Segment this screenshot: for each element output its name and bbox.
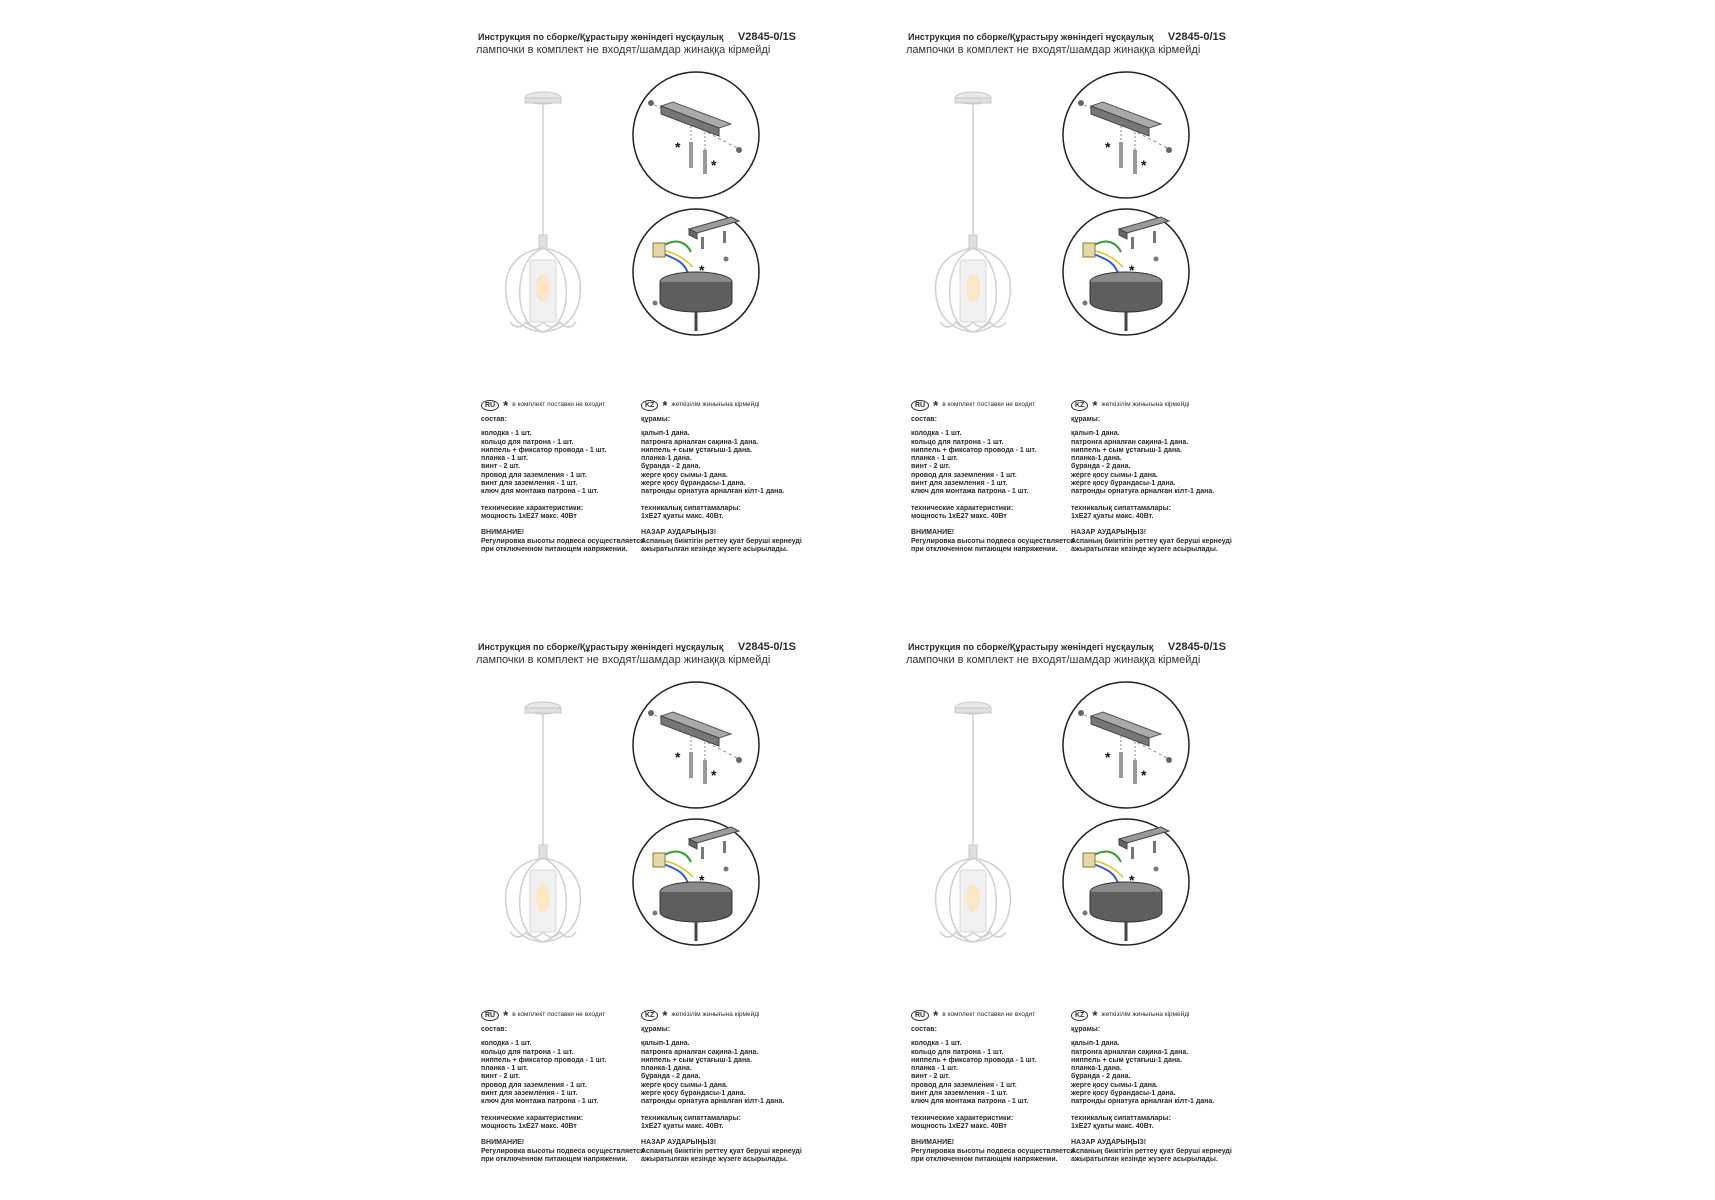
list-item: патронды орнатуға арналған кілт-1 дана. xyxy=(641,1098,785,1106)
list-item: планка - 1 шт. xyxy=(481,455,528,463)
list-item: жерге қосу бұрандасы-1 дана. xyxy=(641,480,746,488)
mounting-bracket-diagram xyxy=(1061,70,1191,200)
kz-composition-label: құрамы: xyxy=(641,416,671,423)
list-item: патронды орнатуға арналған кілт-1 дана. xyxy=(641,488,785,496)
svg-text:*: * xyxy=(1129,872,1135,888)
list-item: жерге қосу бұрандасы-1 дана. xyxy=(1071,480,1176,488)
list-item: планка - 1 шт. xyxy=(911,1065,958,1073)
ru-warning-title: ВНИМАНИЕ! xyxy=(911,1139,955,1147)
ru-warning-title: ВНИМАНИЕ! xyxy=(481,1139,525,1147)
list-item: колодка - 1 шт. xyxy=(481,1040,532,1048)
list-item: кольцо для патрона - 1 шт. xyxy=(481,1048,574,1056)
header-title: Инструкция по сборке/Құрастыру жөніндегі нұсқаулық xyxy=(478,642,724,652)
wiring-assembly-diagram xyxy=(1061,817,1191,947)
pendant-lamp-illustration xyxy=(498,700,588,965)
ru-parts-list xyxy=(481,430,641,496)
bulbs-note: лампочки в комплект не входят/шамдар жинаққа кірмейді xyxy=(906,654,1201,666)
model-number: V2845-0/1S xyxy=(737,31,796,43)
ru-warning-line: при отключенном питающем напряжении. xyxy=(911,545,1058,553)
ru-parts-list xyxy=(911,1040,1071,1106)
ru-parts-list xyxy=(911,430,1071,496)
kz-tech-value: 1хЕ27 қуаты макс. 40Вт. xyxy=(1071,1122,1154,1130)
list-item: винт для заземления - 1 шт. xyxy=(481,1090,578,1098)
list-item: ниппель + сым ұстағыш-1 дана. xyxy=(1071,446,1183,454)
kz-tech-value: 1хЕ27 қуаты макс. 40Вт. xyxy=(641,1122,724,1130)
kz-warning-title: НАЗАР АУДАРЫҢЫЗ! xyxy=(641,1139,717,1147)
list-item: патронға арналған сақина-1 дана. xyxy=(641,438,759,446)
ru-warning-line: при отключенном питающем напряжении. xyxy=(481,1155,628,1163)
list-item: бұранда - 2 дана. xyxy=(641,463,701,471)
asterisk-icon: * xyxy=(1092,398,1098,413)
list-item: винт для заземления - 1 шт. xyxy=(481,480,578,488)
kz-not-included-note: жеткізілім жинығына кірмейді xyxy=(671,401,760,409)
sheet-header xyxy=(478,641,796,653)
ru-language-badge: RU xyxy=(911,1010,929,1021)
list-item: жерге қосу сымы-1 дана. xyxy=(1071,1081,1158,1089)
wiring-assembly-diagram xyxy=(631,817,761,947)
bulbs-note: лампочки в комплект не входят/шамдар жинаққа кірмейді xyxy=(906,44,1201,56)
ru-composition-label: состав: xyxy=(481,1026,507,1033)
asterisk-icon: * xyxy=(1092,1008,1098,1023)
ru-tech-label: технические характеристики: xyxy=(481,1114,584,1122)
list-item: планка-1 дана. xyxy=(1071,1065,1122,1073)
svg-text:*: * xyxy=(675,749,681,765)
list-item: ключ для монтажа патрона - 1 шт. xyxy=(911,488,1029,496)
asterisk-icon: * xyxy=(503,1008,509,1023)
list-item: ключ для монтажа патрона - 1 шт. xyxy=(911,1098,1029,1106)
ru-warning-line: при отключенном питающем напряжении. xyxy=(911,1155,1058,1163)
kz-composition-label: құрамы: xyxy=(1071,1026,1101,1033)
list-item: ниппель + сым ұстағыш-1 дана. xyxy=(1071,1056,1183,1064)
ru-not-included-note: в комплект поставки не входит xyxy=(512,1011,606,1019)
kz-warning-line: Аспаның биіктігін реттеу қуат беруші кернеуді xyxy=(1071,537,1232,545)
ru-warning-line: Регулировка высоты подвеса осуществляется xyxy=(481,537,645,545)
model-number: V2845-0/1S xyxy=(737,641,796,653)
kz-warning-title: НАЗАР АУДАРЫҢЫЗ! xyxy=(641,529,717,537)
kz-parts-list xyxy=(641,430,811,496)
ru-not-included-note: в комплект поставки не входит xyxy=(942,1011,1036,1019)
sheet-header xyxy=(908,641,1226,653)
ru-tech-value: мощность 1хЕ27 макс. 40Вт xyxy=(911,1122,1007,1130)
svg-text:*: * xyxy=(699,872,705,888)
kz-parts-list xyxy=(641,1040,811,1106)
kz-not-included-note: жеткізілім жинығына кірмейді xyxy=(1101,1011,1190,1019)
ru-tech-label: технические характеристики: xyxy=(481,504,584,512)
list-item: қалып-1 дана. xyxy=(641,1040,690,1048)
header-title: Инструкция по сборке/Құрастыру жөніндегі нұсқаулық xyxy=(908,642,1154,652)
list-item: патронға арналған сақина-1 дана. xyxy=(1071,1048,1189,1056)
ru-composition-label: состав: xyxy=(911,1026,937,1033)
kz-warning-line: Аспаның биіктігін реттеу қуат беруші кернеуді xyxy=(641,1147,802,1155)
kz-composition-label: құрамы: xyxy=(641,1026,671,1033)
list-item: винт - 2 шт. xyxy=(911,1073,950,1081)
ru-composition-label: состав: xyxy=(481,416,507,423)
kz-tech-label: техникалық сипаттамалары: xyxy=(641,1114,741,1122)
list-item: планка-1 дана. xyxy=(1071,455,1122,463)
ru-warning-line: Регулировка высоты подвеса осуществляется xyxy=(481,1147,645,1155)
list-item: ниппель + фиксатор провода - 1 шт. xyxy=(911,446,1037,454)
list-item: бұранда - 2 дана. xyxy=(641,1073,701,1081)
instruction-sheet xyxy=(438,0,838,560)
ru-tech-label: технические характеристики: xyxy=(911,504,1014,512)
list-item: жерге қосу сымы-1 дана. xyxy=(641,1081,728,1089)
asterisk-icon: * xyxy=(933,1008,939,1023)
kz-section xyxy=(1071,400,1241,554)
kz-parts-list xyxy=(1071,1040,1241,1106)
mounting-bracket-diagram xyxy=(631,70,761,200)
list-item: ключ для монтажа патрона - 1 шт. xyxy=(481,1098,599,1106)
kz-warning-line: Аспаның биіктігін реттеу қуат беруші кернеуді xyxy=(1071,1147,1232,1155)
list-item: ниппель + фиксатор провода - 1 шт. xyxy=(911,1056,1037,1064)
asterisk-icon: * xyxy=(662,398,668,413)
asterisk-icon: * xyxy=(933,398,939,413)
kz-language-badge: KZ xyxy=(1071,1010,1088,1021)
svg-text:*: * xyxy=(1105,749,1111,765)
ru-tech-value: мощность 1хЕ27 макс. 40Вт xyxy=(481,1122,577,1130)
kz-language-badge: KZ xyxy=(641,400,658,411)
instruction-sheet xyxy=(868,610,1268,1170)
wiring-assembly-diagram xyxy=(631,207,761,337)
list-item: винт для заземления - 1 шт. xyxy=(911,480,1008,488)
kz-tech-label: техникалық сипаттамалары: xyxy=(641,504,741,512)
svg-text:*: * xyxy=(1105,139,1111,155)
ru-parts-list xyxy=(481,1040,641,1106)
list-item: колодка - 1 шт. xyxy=(911,1040,962,1048)
sheet-header xyxy=(908,31,1226,43)
ru-not-included-note: в комплект поставки не входит xyxy=(512,401,606,409)
instruction-sheet xyxy=(868,0,1268,560)
svg-text:*: * xyxy=(1141,767,1147,783)
list-item: планка-1 дана. xyxy=(641,455,692,463)
kz-warning-line: ажыратылған кезінде жүзеге асырылады. xyxy=(1071,1155,1218,1163)
ru-section xyxy=(481,398,645,554)
list-item: колодка - 1 шт. xyxy=(911,430,962,438)
pendant-lamp-illustration xyxy=(498,90,588,355)
kz-tech-label: техникалық сипаттамалары: xyxy=(1071,1114,1171,1122)
ru-warning-title: ВНИМАНИЕ! xyxy=(911,529,955,537)
list-item: ниппель + фиксатор провода - 1 шт. xyxy=(481,446,607,454)
svg-text:*: * xyxy=(1141,157,1147,173)
list-item: планка - 1 шт. xyxy=(911,455,958,463)
mounting-bracket-diagram xyxy=(631,680,761,810)
ru-warning-line: при отключенном питающем напряжении. xyxy=(481,545,628,553)
svg-text:*: * xyxy=(1129,262,1135,278)
mounting-bracket-diagram xyxy=(1061,680,1191,810)
kz-warning-line: ажыратылған кезінде жүзеге асырылады. xyxy=(1071,545,1218,553)
kz-section xyxy=(641,400,811,554)
kz-warning-line: ажыратылған кезінде жүзеге асырылады. xyxy=(641,545,788,553)
kz-language-badge: KZ xyxy=(641,1010,658,1021)
kz-warning-title: НАЗАР АУДАРЫҢЫЗ! xyxy=(1071,529,1147,537)
list-item: планка-1 дана. xyxy=(641,1065,692,1073)
list-item: ниппель + фиксатор провода - 1 шт. xyxy=(481,1056,607,1064)
kz-warning-line: ажыратылған кезінде жүзеге асырылады. xyxy=(641,1155,788,1163)
model-number: V2845-0/1S xyxy=(1167,641,1226,653)
ru-language-badge: RU xyxy=(911,400,929,411)
pendant-lamp-illustration xyxy=(928,700,1018,965)
ru-section xyxy=(481,1008,645,1164)
ru-section xyxy=(911,398,1075,554)
ru-language-badge: RU xyxy=(481,1010,499,1021)
list-item: кольцо для патрона - 1 шт. xyxy=(911,1048,1004,1056)
kz-warning-line: Аспаның биіктігін реттеу қуат беруші кернеуді xyxy=(641,537,802,545)
list-item: винт для заземления - 1 шт. xyxy=(911,1090,1008,1098)
list-item: провод для заземления - 1 шт. xyxy=(481,1081,587,1089)
list-item: жерге қосу сымы-1 дана. xyxy=(641,471,728,479)
ru-tech-value: мощность 1хЕ27 макс. 40Вт xyxy=(911,512,1007,520)
ru-composition-label: состав: xyxy=(911,416,937,423)
list-item: бұранда - 2 дана. xyxy=(1071,1073,1131,1081)
kz-tech-label: техникалық сипаттамалары: xyxy=(1071,504,1171,512)
kz-section xyxy=(641,1010,811,1164)
kz-section xyxy=(1071,1010,1241,1164)
list-item: провод для заземления - 1 шт. xyxy=(481,471,587,479)
list-item: бұранда - 2 дана. xyxy=(1071,463,1131,471)
list-item: жерге қосу сымы-1 дана. xyxy=(1071,471,1158,479)
svg-text:*: * xyxy=(675,139,681,155)
header-title: Инструкция по сборке/Құрастыру жөніндегі нұсқаулық xyxy=(908,32,1154,42)
asterisk-icon: * xyxy=(662,1008,668,1023)
list-item: провод для заземления - 1 шт. xyxy=(911,1081,1017,1089)
list-item: ключ для монтажа патрона - 1 шт. xyxy=(481,488,599,496)
list-item: кольцо для патрона - 1 шт. xyxy=(911,438,1004,446)
asterisk-icon: * xyxy=(503,398,509,413)
list-item: патронға арналған сақина-1 дана. xyxy=(641,1048,759,1056)
kz-not-included-note: жеткізілім жинығына кірмейді xyxy=(671,1011,760,1019)
kz-composition-label: құрамы: xyxy=(1071,416,1101,423)
list-item: қалып-1 дана. xyxy=(641,430,690,438)
sheet-header xyxy=(478,31,796,43)
header-title: Инструкция по сборке/Құрастыру жөніндегі нұсқаулық xyxy=(478,32,724,42)
kz-language-badge: KZ xyxy=(1071,400,1088,411)
pendant-lamp-illustration xyxy=(928,90,1018,355)
list-item: колодка - 1 шт. xyxy=(481,430,532,438)
ru-warning-title: ВНИМАНИЕ! xyxy=(481,529,525,537)
list-item: жерге қосу бұрандасы-1 дана. xyxy=(1071,1090,1176,1098)
list-item: қалып-1 дана. xyxy=(1071,1040,1120,1048)
list-item: винт - 2 шт. xyxy=(911,463,950,471)
kz-tech-value: 1хЕ27 қуаты макс. 40Вт. xyxy=(641,512,724,520)
list-item: ниппель + сым ұстағыш-1 дана. xyxy=(641,1056,753,1064)
ru-section xyxy=(911,1008,1075,1164)
list-item: ниппель + сым ұстағыш-1 дана. xyxy=(641,446,753,454)
list-item: патронды орнатуға арналған кілт-1 дана. xyxy=(1071,1098,1215,1106)
ru-language-badge: RU xyxy=(481,400,499,411)
list-item: қалып-1 дана. xyxy=(1071,430,1120,438)
list-item: винт - 2 шт. xyxy=(481,1073,520,1081)
list-item: патронға арналған сақина-1 дана. xyxy=(1071,438,1189,446)
list-item: планка - 1 шт. xyxy=(481,1065,528,1073)
ru-not-included-note: в комплект поставки не входит xyxy=(942,401,1036,409)
bulbs-note: лампочки в комплект не входят/шамдар жинаққа кірмейді xyxy=(476,44,771,56)
bulbs-note: лампочки в комплект не входят/шамдар жинаққа кірмейді xyxy=(476,654,771,666)
list-item: патронды орнатуға арналған кілт-1 дана. xyxy=(1071,488,1215,496)
ru-warning-line: Регулировка высоты подвеса осуществляется xyxy=(911,537,1075,545)
kz-parts-list xyxy=(1071,430,1241,496)
list-item: провод для заземления - 1 шт. xyxy=(911,471,1017,479)
ru-tech-value: мощность 1хЕ27 макс. 40Вт xyxy=(481,512,577,520)
list-item: винт - 2 шт. xyxy=(481,463,520,471)
instruction-sheet xyxy=(438,610,838,1170)
svg-text:*: * xyxy=(711,157,717,173)
svg-text:*: * xyxy=(699,262,705,278)
kz-tech-value: 1хЕ27 қуаты макс. 40Вт. xyxy=(1071,512,1154,520)
ru-warning-line: Регулировка высоты подвеса осуществляется xyxy=(911,1147,1075,1155)
svg-text:*: * xyxy=(711,767,717,783)
list-item: кольцо для патрона - 1 шт. xyxy=(481,438,574,446)
ru-tech-label: технические характеристики: xyxy=(911,1114,1014,1122)
wiring-assembly-diagram xyxy=(1061,207,1191,337)
model-number: V2845-0/1S xyxy=(1167,31,1226,43)
kz-not-included-note: жеткізілім жинығына кірмейді xyxy=(1101,401,1190,409)
list-item: жерге қосу бұрандасы-1 дана. xyxy=(641,1090,746,1098)
kz-warning-title: НАЗАР АУДАРЫҢЫЗ! xyxy=(1071,1139,1147,1147)
